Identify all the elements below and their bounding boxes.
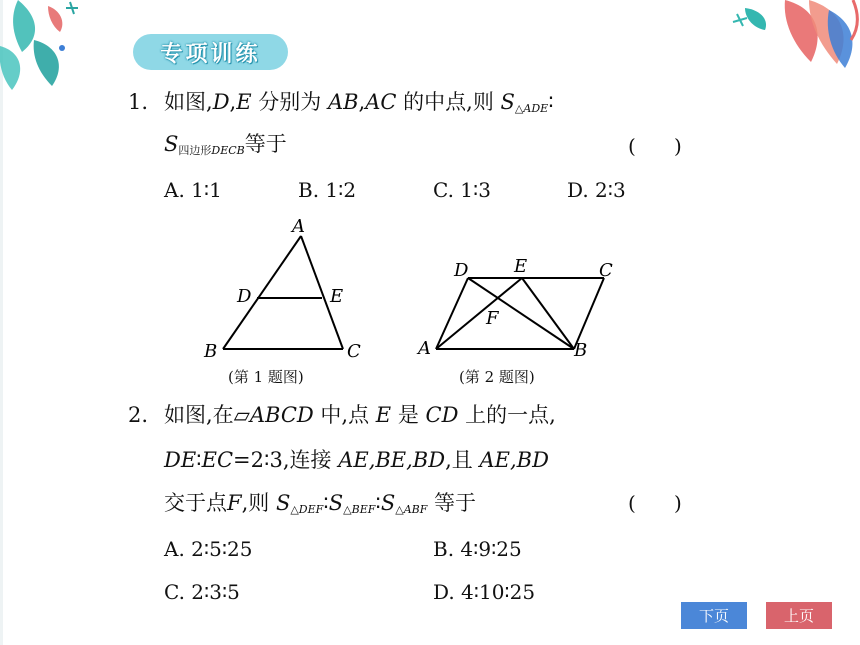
fig1-label-e: E [330,286,344,307]
q2-option-b: B. 4∶9∶25 [433,537,522,561]
q1-option-a: A. 1∶1 [164,178,222,202]
fig1-label-c: C [347,341,361,362]
fig2-label-d: D [454,260,469,281]
fig2-label-f: F [486,308,499,329]
q2-line2: DE∶EC=2∶3,连接 AE,BE,BD,且 AE,BD [164,448,549,472]
fig1-label-d: D [237,286,252,307]
section-title: 专项训练 [160,41,261,67]
leaf-decoration-right [725,0,860,80]
q1-line1: 如图,D,E 分别为 AB,AC 的中点,则 $S_{\triangle ADE}∶$ [164,90,554,115]
leaf-decoration-left [0,0,110,95]
page-border [0,0,3,645]
fig2-label-b: B [574,340,588,361]
q2-line1: 如图,在▱ABCD 中,点 E 是 CD 上的一点, [164,403,556,427]
fig1-label-b: B [204,341,218,362]
q1-number: 1. [128,90,149,114]
q1-answer-bracket: ( ) [628,134,682,158]
q2-number: 2. [128,403,149,427]
q1-option-d: D. 2∶3 [567,178,626,202]
q1-option-c: C. 1∶3 [433,178,491,202]
q2-option-d: D. 4∶10∶25 [433,580,536,604]
fig1-label-a: A [292,216,305,237]
figure-1-triangle [195,212,375,372]
fig2-label-c: C [599,260,613,281]
q2-answer-bracket: ( ) [628,491,682,515]
q2-line3: 交于点F,则 $S_{\triangle DEF}∶S_{\triangle BEF}∶S_{\triangle ABF}$ 等于 [164,491,477,516]
figure-2-parallelogram [410,252,625,367]
q2-option-c: C. 2∶3∶5 [164,580,240,604]
q2-option-a: A. 2∶5∶25 [164,537,253,561]
previous-page-button[interactable]: 上页 [766,602,832,629]
section-title-badge [133,34,288,70]
fig2-label-e: E [514,256,528,277]
figure-1-caption: (第 1 题图) [228,368,304,386]
fig2-label-a: A [418,338,431,359]
next-page-button[interactable]: 下页 [681,602,747,629]
q1-option-b: B. 1∶2 [298,178,357,202]
figure-2-caption: (第 2 题图) [459,368,535,386]
q1-line2: S四边形$_{DECB}$等于 [164,132,287,157]
